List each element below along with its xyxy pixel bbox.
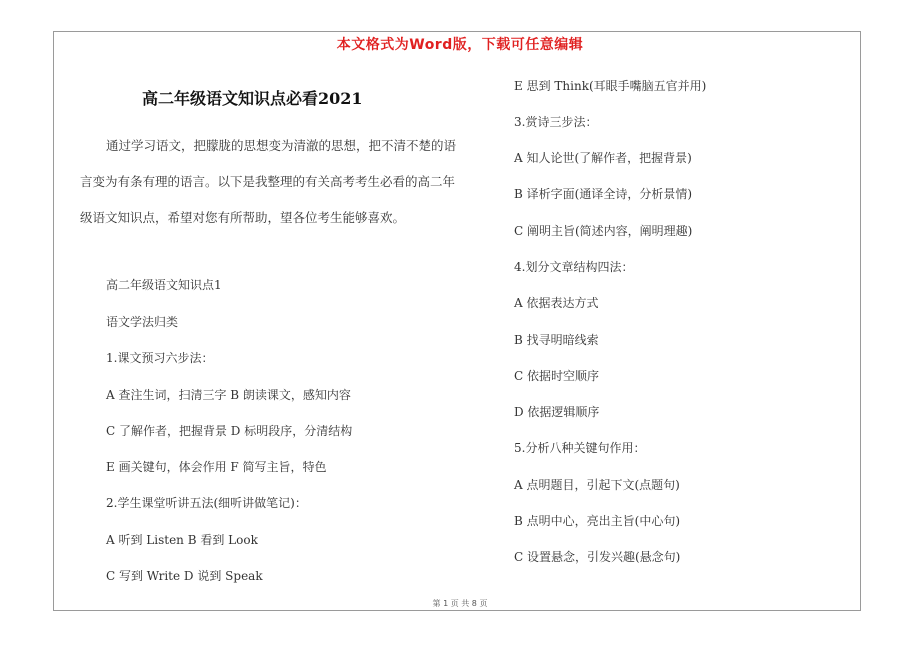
left-line: A 听到 Listen B 看到 Look [106, 533, 258, 547]
right-line: 4.划分文章结构四法： [514, 260, 634, 274]
left-line: E 画关键句，体会作用 F 简写主旨，特色 [106, 460, 327, 474]
left-line: 2.学生课堂听讲五法(细听讲做笔记)： [106, 496, 307, 510]
right-line: C 依据时空顺序 [514, 369, 599, 383]
right-line: E 思到 Think(耳眼手嘴脑五官并用) [514, 79, 707, 93]
left-line: 语文学法归类 [106, 315, 179, 329]
frame-right [860, 31, 861, 611]
page-number: 第 1 页 共 8 页 [432, 599, 488, 608]
right-line: C 阐明主旨(简述内容，阐明理趣) [514, 224, 693, 238]
right-line: D 依据逻辑顺序 [514, 405, 600, 419]
left-line: A 查注生词，扫清三字 B 朗读课文，感知内容 [106, 388, 351, 402]
right-line: 5.分析八种关键句作用： [514, 441, 646, 455]
intro-paragraph: 通过学习语文，把朦胧的思想变为清澈的思想，把不清不楚的语言变为有条有理的语言。以下是我整理的有关高考考生必看的高二年级语文知识点，希望对您有所帮助，望各位考生能够喜欢。 [80, 138, 457, 225]
left-line: 1.课文预习六步法： [106, 351, 214, 365]
document-title: 高二年级语文知识点必看2021 [142, 89, 363, 108]
right-line: 3.赏诗三步法： [514, 115, 598, 129]
left-line: 高二年级语文知识点1 [106, 278, 222, 292]
word-version-banner: 本文格式为Word版，下载可任意编辑 [336, 37, 584, 53]
right-line: B 找寻明暗线索 [514, 333, 599, 347]
frame-left [53, 31, 54, 611]
frame-bottom [53, 610, 861, 611]
right-line: C 设置悬念，引发兴趣(悬念句) [514, 550, 681, 564]
right-line: A 点明题目，引起下文(点题句) [514, 478, 680, 492]
left-line: C 写到 Write D 说到 Speak [106, 569, 263, 583]
right-line: B 译析字面(通译全诗，分析景情) [514, 187, 692, 201]
right-line: A 依据表达方式 [514, 296, 599, 310]
right-line: B 点明中心，亮出主旨(中心句) [514, 514, 680, 528]
frame-top [53, 31, 861, 32]
left-line: C 了解作者，把握背景 D 标明段序，分清结构 [106, 424, 353, 438]
right-line: A 知人论世(了解作者，把握背景) [514, 151, 692, 165]
